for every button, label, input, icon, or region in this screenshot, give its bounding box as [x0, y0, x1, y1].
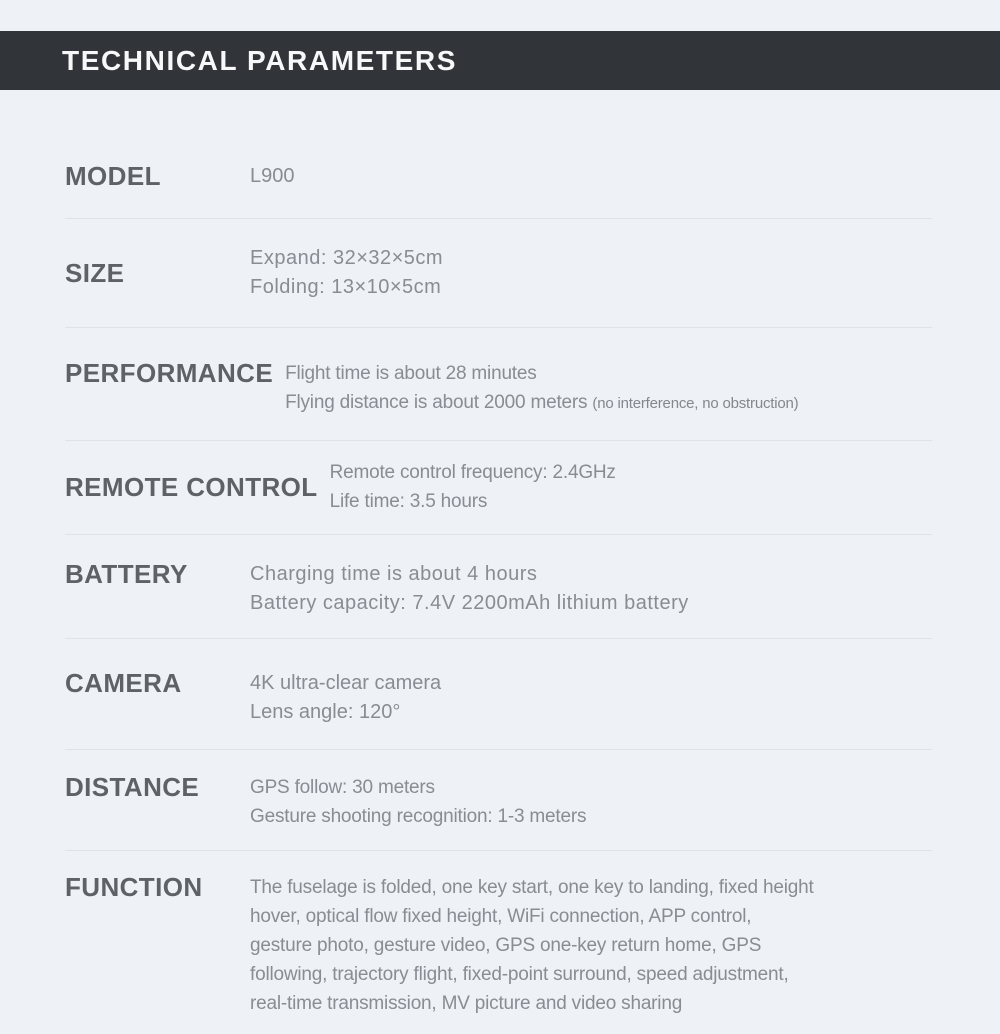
spec-label-battery: BATTERY: [65, 559, 188, 589]
spec-value-line: Gesture shooting recognition: 1-3 meters: [250, 806, 587, 827]
spec-label-remote-control: REMOTE CONTROL: [65, 471, 318, 502]
spec-row-distance: [65, 750, 932, 851]
spec-value-remote-control: [330, 458, 932, 516]
spec-value-line: real-time transmission, MV picture and video sharing: [250, 993, 683, 1014]
spec-row-size: [65, 219, 932, 328]
spec-value-line: Remote control frequency: 2.4GHz: [329, 462, 616, 483]
spec-value-line: Expand: 32×32×5cm: [250, 247, 444, 269]
spec-row-camera: [65, 639, 932, 750]
spec-value-battery: [250, 560, 932, 618]
spec-value-line: Charging time is about 4 hours: [250, 563, 538, 585]
spec-value-line: [285, 388, 932, 418]
spec-value-text: Flying distance is about 2000 meters: [285, 392, 588, 413]
spec-label-distance: DISTANCE: [65, 772, 200, 802]
spec-value-line: GPS follow: 30 meters: [250, 777, 435, 798]
spec-value-line: 4K ultra-clear camera: [250, 672, 442, 694]
spec-value-size: [250, 244, 932, 302]
spec-value-function: [250, 873, 932, 1018]
spec-value-line: hover, optical flow fixed height, WiFi connection, APP control,: [250, 906, 752, 927]
spec-value-line: L900: [250, 165, 295, 187]
spec-value-line: The fuselage is folded, one key start, one key to landing, fixed height: [250, 877, 814, 898]
spec-value-performance: [285, 359, 932, 418]
spec-value-line: Folding: 13×10×5cm: [250, 276, 442, 298]
spec-value-model: [250, 162, 932, 191]
spec-label-model: MODEL: [65, 161, 161, 191]
spec-value-line: Flight time is about 28 minutes: [285, 363, 537, 384]
page-title: TECHNICAL PARAMETERS: [62, 44, 457, 76]
spec-label-size: SIZE: [65, 257, 125, 288]
spec-value-camera: [250, 669, 932, 727]
spec-table: [0, 90, 1000, 1034]
spec-label-performance: PERFORMANCE: [65, 358, 274, 388]
spec-value-line: Life time: 3.5 hours: [329, 491, 488, 512]
spec-row-remote-control: [65, 441, 932, 535]
spec-row-battery: [65, 535, 932, 639]
spec-label-function: FUNCTION: [65, 872, 203, 902]
spec-value-line: Battery capacity: 7.4V 2200mAh lithium battery: [250, 592, 689, 614]
spec-value-line: gesture photo, gesture video, GPS one-key return home, GPS: [250, 935, 762, 956]
spec-row-function: [65, 851, 932, 1034]
spec-value-note: (no interference, no obstruction): [592, 395, 799, 412]
spec-label-camera: CAMERA: [65, 668, 182, 698]
spec-value-line: Lens angle: 120°: [250, 701, 401, 723]
spec-row-model: [65, 135, 932, 219]
spec-row-performance: [65, 328, 932, 441]
spec-value-distance: [250, 773, 932, 831]
spec-value-line: following, trajectory flight, fixed-point surround, speed adjustment,: [250, 964, 789, 985]
header-bar: [0, 31, 1000, 90]
